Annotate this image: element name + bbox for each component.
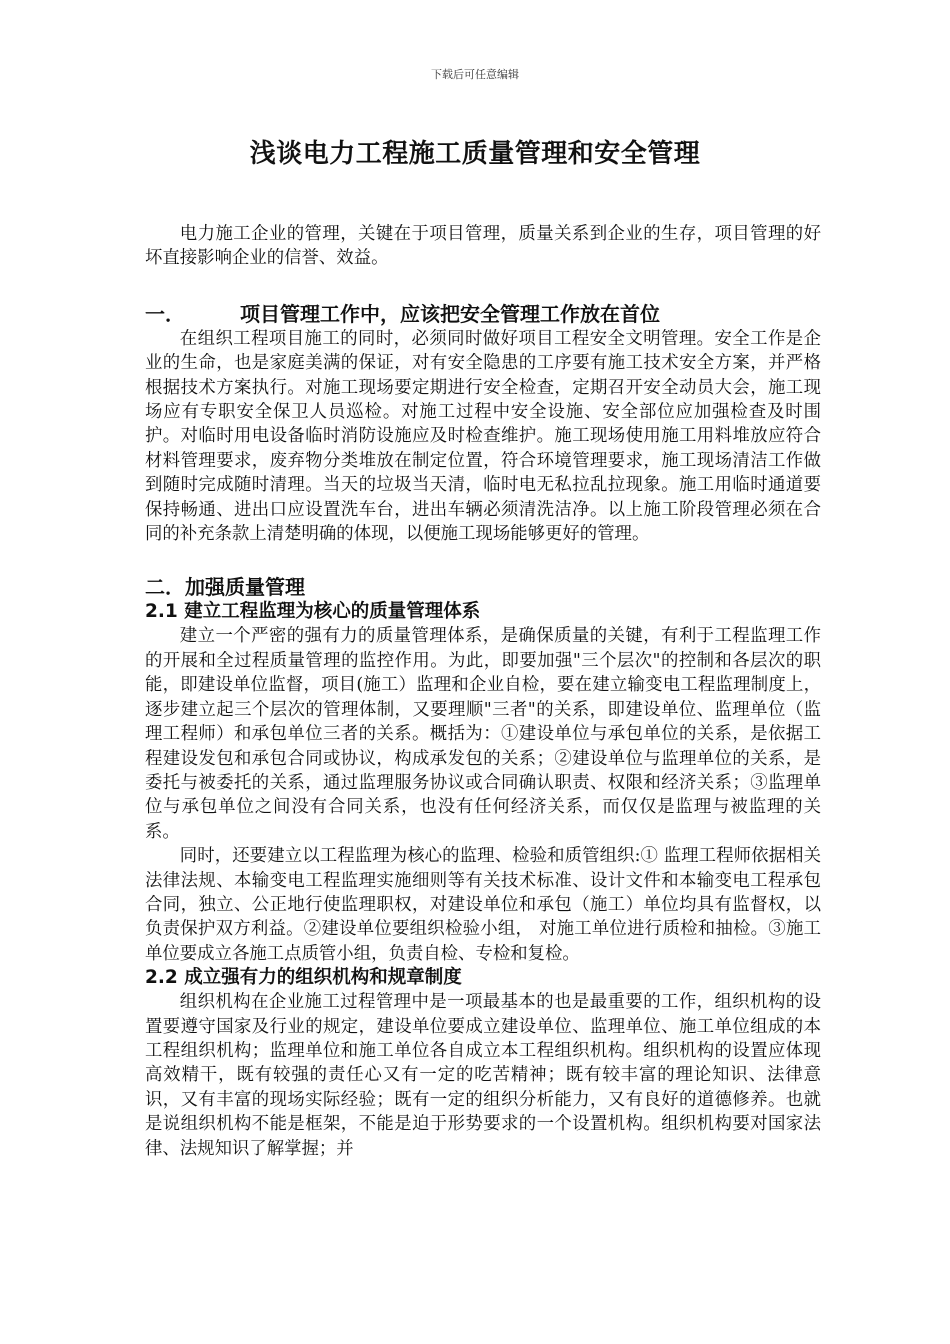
section-1-paragraph: 在组织工程项目施工的同时，必须同时做好项目工程安全文明管理。安全工作是企业的生命，也是家庭美满的保证，对有安全隐患的工序要有施工技术安全方案，并严格根据技术方案执行。对施工现场要定期进行安全检查，定期召开安全动员大会，施工现场应有专职安全保卫人员巡检。对施工过程中安全设施、安全部位应加强检查及时围护。对临时用电设备临时消防设施应及时检查维护。施工现场使用施工用料堆放应符合材料管理要求，废弃物分类堆放在制定位置，符合环境管理要求，施工现场清洁工作做到随时完成随时清理。当天的垃圾当天清，临时电无私拉乱拉现象。施工用临时通道要保持畅通、进出口应设置洗车台，进出车辆必须清洗洁净。以上施工阶段管理必须在合同的补充条款上清楚明确的体现，以便施工现场能够更好的管理。 [145,328,821,545]
subsection-2-2-paragraph-1: 组织机构在企业施工过程管理中是一项最基本的也是最重要的工作，组织机构的设置要遵守国家及行业的规定，建设单位要成立建设单位、监理单位、施工单位组成的本工程组织机构；监理单位和施工单位各自成立本工程组织机构。组织机构的设置应体现高效精干，既有较强的责任心又有一定的吃苦精神；既有较丰富的理论知识、法律意识，又有丰富的现场实际经验；既有一定的组织分析能力，又有良好的道德修养。也就是说组织机构不能是框架，不能是迫于形势要求的一个设置机构。组织机构要对国家法律、法规知识了解掌握；并 [145,992,821,1159]
subsection-2-1-paragraph-2: 同时，还要建立以工程监理为核心的监理、检验和质管组织:① 监理工程师依据相关法律法规、本输变电工程监理实施细则等有关技术标准、设计文件和本输变电工程承包合同，独立、公正地行使监理职权，对建设单位和承包（施工）单位均具有监督权，以负责保护双方利益。②建设单位要组织检验小组， 对施工单位进行质检和抽检。③施工单位要成立各施工点质管小组，负责自检、专检和复检。 [145,846,821,964]
subsection-2-2-heading: 2.2 成立强有力的组织机构和规章制度 [145,967,462,989]
section-2-heading: 二．加强质量管理 [145,575,305,600]
subsection-2-1-heading: 2.1 建立工程监理为核心的质量管理体系 [145,601,481,623]
section-1-number: 一． [145,301,185,326]
document-body [145,222,821,1161]
document-title: 浅谈电力工程施工质量管理和安全管理 [249,139,701,169]
section-1-heading [145,301,821,327]
subsection-2-1-paragraph-1: 建立一个严密的强有力的质量管理体系，是确保质量的关键，有利于工程监理工作的开展和全过程质量管理的监控作用。为此，即要加强"三个层次"的控制和各层次的职能，即建设单位监督，项目(施工）监理和企业自检，要在建立输变电工程监理制度上，逐步建立起三个层次的管理体制，又要理顺"三者"的关系，即建设单位、监理单位（监理工程师）和承包单位三者的关系。概括为：①建设单位与承包单位的关系，是依据工程建设发包和承包合同或协议，构成承发包的关系；②建设单位与监理单位的关系，是委托与被委托的关系，通过监理服务协议或合同确认职责、权限和经济关系；③监理单位与承包单位之间没有合同关系，也没有任何经济关系，而仅仅是监理与被监理的关系。 [145,626,821,842]
section-1-title: 项目管理工作中，应该把安全管理工作放在首位 [240,301,660,326]
intro-paragraph: 电力施工企业的管理，关键在于项目管理，质量关系到企业的生存，项目管理的好坏直接影响企业的信誉、效益。 [145,224,821,269]
header-note: 下载后可任意编辑 [431,68,519,81]
